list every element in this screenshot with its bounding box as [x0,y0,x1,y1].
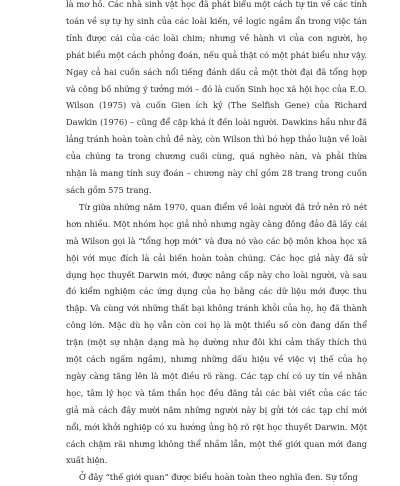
paragraph-3: Ở đây “thế giới quan” được biểu hoàn toàn theo nghĩa đen. Sự tổng [79,472,358,483]
paragraph-2: Từ giữa những năm 1970, quan điểm về loài người đã trở nên rõ nét hơn nhiều. Một nhóm học giả nhỏ nhưng ngày càng đông đảo đã lấy cái mà Wilson gọi là “tổng hợp mới” và đưa nó vào các bộ môn khoa học xã hội với mục đích là cải biến hoàn toàn chúng. Các học giả này đã sử dụng học thuyết Darwin mới, được nâng cấp này cho loài người, và sau đó kiểm nghiệm các ứng dụng của họ bằng các dữ liệu mới được thu thập. Và cùng với những thất bại không tránh khỏi của họ, họ đã thành công lớn. Mặc dù họ vẫn còn coi họ là một thiểu số còn đang dấn thể trận (một sự nhận dạng mà họ dường như đôi khi cảm thấy thích thú một cách ngấm ngầm), nhưng những dấu hiệu về việc vị thế của họ ngày càng tăng lên là một điều rõ ràng. Các tạp chí có uy tín về nhân học, tâm lý học và tâm thần học đều đăng tải các bài viết của các tác giả mà cách đây mười năm những người này bị gửi tới các tạp chí mới nổi, mới khởi nghiệp có xu hướng ủng hộ rõ rệt học thuyết Darwin. Một cách chậm rãi nhưng không thể nhầm lẫn, một thế giới quan mới đang xuất hiện. [66,201,367,466]
body-text [66,0,367,486]
paragraph-1: là mơ hồ. Các nhà sinh vật học đã phát biểu một cách tự tin về các tính toán về sự tự hy sinh của các loài kiến, về logic ngầm ẩn trong việc tán tỉnh được cái của các loài chim; nhưng về hành vi của con người, họ phát biểu một cách phỏng đoán, nếu quả thật có một phát biểu như vậy. Ngay cả hai cuốn sách nổi tiếng đánh dấu cả một thời đại đã tổng hợp và công bố những ý tưởng mới – đó là cuốn Sinh học xã hội học của E.O. Wilson (1975) và cuốn Gien ích kỷ (The Selfish Gene) của Richard Dawkin (1976) – cũng để cập khá ít đến loài người. Dawkins hầu như đã lảng tránh hoàn toàn chủ đề này, còn Wilson thì bó hẹp thảo luận về loài của chúng ta trong chương cuối cùng, quá nghèo nàn, và phải thừa nhận là mang tính suy đoán – chương này chỉ gồm 28 trang trong cuốn sách gồm 575 trang. [66,0,367,195]
